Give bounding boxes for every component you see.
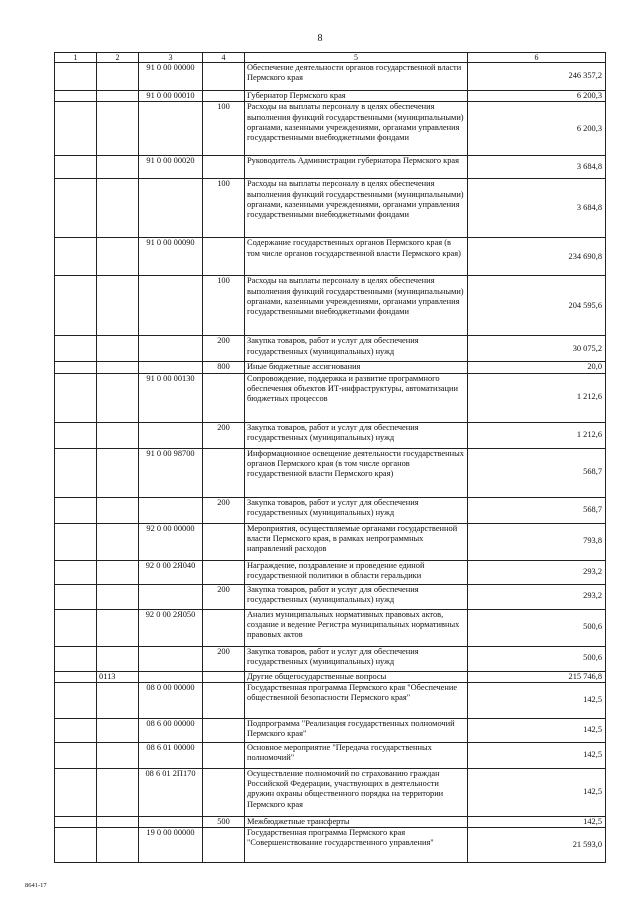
expense-type-cell: 800	[203, 362, 245, 373]
section-cell	[55, 336, 97, 362]
target-article-cell: 92 0 00 2Я040	[139, 560, 203, 584]
footer-code: 8641-17	[25, 882, 47, 889]
expense-type-cell	[203, 448, 245, 497]
amount-cell: 246 357,2	[468, 63, 606, 91]
amount-cell: 293,2	[468, 584, 606, 609]
target-article-cell: 91 0 00 00020	[139, 156, 203, 179]
section-cell	[55, 63, 97, 91]
subsection-cell	[97, 336, 139, 362]
table-row	[55, 584, 606, 609]
subsection-cell	[97, 362, 139, 373]
expense-type-cell: 200	[203, 336, 245, 362]
section-cell	[55, 816, 97, 827]
description-cell: Государственная программа Пермского края "Совершенствование государственного управления"	[245, 828, 468, 863]
subsection-cell	[97, 156, 139, 179]
description-cell: Обеспечение деятельности органов государственной власти Пермского края	[245, 63, 468, 91]
table-row	[55, 179, 606, 238]
expense-type-cell: 100	[203, 276, 245, 336]
section-cell	[55, 768, 97, 816]
table-row	[55, 816, 606, 827]
expense-type-cell: 100	[203, 102, 245, 156]
expense-type-cell: 200	[203, 584, 245, 609]
section-cell	[55, 682, 97, 718]
section-cell	[55, 584, 97, 609]
header-col-1: 1	[55, 53, 97, 63]
amount-cell: 500,6	[468, 646, 606, 671]
amount-cell: 6 200,3	[468, 91, 606, 102]
target-article-cell: 91 0 00 98700	[139, 448, 203, 497]
description-cell: Закупка товаров, работ и услуг для обеспечения государственных (муниципальных) нужд	[245, 584, 468, 609]
target-article-cell	[139, 336, 203, 362]
description-cell: Основное мероприятие "Передача государственных полномочий"	[245, 742, 468, 768]
amount-cell: 1 212,6	[468, 422, 606, 448]
description-cell: Награждение, поздравление и проведение единой государственной политики в области геральдики	[245, 560, 468, 584]
section-cell	[55, 373, 97, 422]
amount-cell: 142,5	[468, 816, 606, 827]
section-cell	[55, 646, 97, 671]
amount-cell: 142,5	[468, 718, 606, 742]
expense-type-cell	[203, 682, 245, 718]
amount-cell: 568,7	[468, 448, 606, 497]
description-cell: Закупка товаров, работ и услуг для обеспечения государственных (муниципальных) нужд	[245, 336, 468, 362]
subsection-cell	[97, 63, 139, 91]
section-cell	[55, 828, 97, 863]
description-cell: Расходы на выплаты персоналу в целях обеспечения выполнения функций государственными (муниципальными) органами, казенными учреждениями, органами управления государственными внебюджетными фондами	[245, 179, 468, 238]
target-article-cell: 91 0 00 00010	[139, 91, 203, 102]
description-cell: Подпрограмма "Реализация государственных полномочий Пермского края"	[245, 718, 468, 742]
table-row	[55, 362, 606, 373]
amount-cell: 204 595,6	[468, 276, 606, 336]
expense-type-cell: 500	[203, 816, 245, 827]
table-row	[55, 102, 606, 156]
target-article-cell: 91 0 00 00090	[139, 238, 203, 276]
section-cell	[55, 742, 97, 768]
target-article-cell	[139, 671, 203, 682]
target-article-cell: 08 6 01 00000	[139, 742, 203, 768]
expense-type-cell	[203, 238, 245, 276]
header-col-4: 4	[203, 53, 245, 63]
section-cell	[55, 560, 97, 584]
description-cell: Руководитель Администрации губернатора Пермского края	[245, 156, 468, 179]
expense-type-cell	[203, 609, 245, 646]
subsection-cell	[97, 497, 139, 523]
description-cell: Содержание государственных органов Пермского края (в том числе органов государственной власти Пермского края)	[245, 238, 468, 276]
subsection-cell	[97, 276, 139, 336]
section-cell	[55, 448, 97, 497]
expense-type-cell: 200	[203, 422, 245, 448]
expense-type-cell	[203, 63, 245, 91]
section-cell	[55, 497, 97, 523]
target-article-cell: 91 0 00 00130	[139, 373, 203, 422]
expense-type-cell: 200	[203, 646, 245, 671]
expense-type-cell: 100	[203, 179, 245, 238]
subsection-cell	[97, 584, 139, 609]
expense-type-cell	[203, 671, 245, 682]
expense-type-cell	[203, 768, 245, 816]
description-cell: Осуществление полномочий по страхованию граждан Российской Федерации, участвующих в деятельности дружин охраны общественного порядка на территории Пермского края	[245, 768, 468, 816]
expense-type-cell	[203, 718, 245, 742]
amount-cell: 793,8	[468, 523, 606, 560]
subsection-cell	[97, 238, 139, 276]
description-cell: Анализ муниципальных нормативных правовых актов, создание и ведение Регистра муниципальных нормативных правовых актов	[245, 609, 468, 646]
description-cell: Другие общегосударственные вопросы	[245, 671, 468, 682]
table-row	[55, 276, 606, 336]
expense-type-cell: 200	[203, 497, 245, 523]
subsection-cell	[97, 816, 139, 827]
target-article-cell	[139, 362, 203, 373]
expense-type-cell	[203, 560, 245, 584]
table-row	[55, 682, 606, 718]
amount-cell: 3 684,8	[468, 179, 606, 238]
amount-cell: 21 593,0	[468, 828, 606, 863]
description-cell: Закупка товаров, работ и услуг для обеспечения государственных (муниципальных) нужд	[245, 646, 468, 671]
target-article-cell	[139, 646, 203, 671]
description-cell: Государственная программа Пермского края "Обеспечение общественной безопасности Пермского края"	[245, 682, 468, 718]
target-article-cell: 19 0 00 00000	[139, 828, 203, 863]
table-row	[55, 742, 606, 768]
amount-cell: 20,0	[468, 362, 606, 373]
description-cell: Расходы на выплаты персоналу в целях обеспечения выполнения функций государственными (муниципальными) органами, казенными учреждениями, органами управления государственными внебюджетными фондами	[245, 276, 468, 336]
section-cell	[55, 156, 97, 179]
table-row	[55, 523, 606, 560]
amount-cell: 293,2	[468, 560, 606, 584]
target-article-cell	[139, 102, 203, 156]
header-col-5: 5	[245, 53, 468, 63]
section-cell	[55, 179, 97, 238]
table-row	[55, 768, 606, 816]
table-row	[55, 156, 606, 179]
table-row	[55, 497, 606, 523]
target-article-cell: 91 0 00 00000	[139, 63, 203, 91]
table-header-row	[55, 53, 606, 63]
section-cell	[55, 718, 97, 742]
amount-cell: 234 690,8	[468, 238, 606, 276]
expense-type-cell	[203, 742, 245, 768]
amount-cell: 142,5	[468, 682, 606, 718]
target-article-cell	[139, 179, 203, 238]
subsection-cell	[97, 768, 139, 816]
section-cell	[55, 276, 97, 336]
budget-table	[54, 52, 606, 863]
subsection-cell	[97, 609, 139, 646]
subsection-cell	[97, 448, 139, 497]
table-row	[55, 422, 606, 448]
description-cell: Информационное освещение деятельности государственных органов Пермского края (в том числе органов государственной власти Пермского края)	[245, 448, 468, 497]
target-article-cell	[139, 816, 203, 827]
subsection-cell	[97, 373, 139, 422]
table-row	[55, 671, 606, 682]
amount-cell: 142,5	[468, 768, 606, 816]
subsection-cell	[97, 646, 139, 671]
subsection-cell	[97, 742, 139, 768]
description-cell: Мероприятия, осуществляемые органами государственной власти Пермского края, в рамках непрограммных направлений расходов	[245, 523, 468, 560]
expense-type-cell	[203, 156, 245, 179]
expense-type-cell	[203, 91, 245, 102]
target-article-cell	[139, 497, 203, 523]
subsection-cell	[97, 102, 139, 156]
table-row	[55, 646, 606, 671]
section-cell	[55, 102, 97, 156]
section-cell	[55, 362, 97, 373]
table-row	[55, 560, 606, 584]
target-article-cell	[139, 276, 203, 336]
description-cell: Закупка товаров, работ и услуг для обеспечения государственных (муниципальных) нужд	[245, 497, 468, 523]
section-cell	[55, 609, 97, 646]
table-row	[55, 609, 606, 646]
table-row	[55, 63, 606, 91]
amount-cell: 568,7	[468, 497, 606, 523]
subsection-cell	[97, 179, 139, 238]
amount-cell: 500,6	[468, 609, 606, 646]
amount-cell: 142,5	[468, 742, 606, 768]
expense-type-cell	[203, 523, 245, 560]
subsection-cell	[97, 91, 139, 102]
description-cell: Закупка товаров, работ и услуг для обеспечения государственных (муниципальных) нужд	[245, 422, 468, 448]
amount-cell: 30 075,2	[468, 336, 606, 362]
amount-cell: 215 746,8	[468, 671, 606, 682]
section-cell	[55, 238, 97, 276]
table-row	[55, 91, 606, 102]
subsection-cell: 0113	[97, 671, 139, 682]
subsection-cell	[97, 828, 139, 863]
amount-cell: 3 684,8	[468, 156, 606, 179]
description-cell: Губернатор Пермского края	[245, 91, 468, 102]
description-cell: Иные бюджетные ассигнования	[245, 362, 468, 373]
target-article-cell: 08 6 00 00000	[139, 718, 203, 742]
target-article-cell: 92 0 00 2Я050	[139, 609, 203, 646]
section-cell	[55, 671, 97, 682]
subsection-cell	[97, 422, 139, 448]
description-cell: Межбюджетные трансферты	[245, 816, 468, 827]
target-article-cell: 08 0 00 00000	[139, 682, 203, 718]
subsection-cell	[97, 682, 139, 718]
subsection-cell	[97, 560, 139, 584]
expense-type-cell	[203, 828, 245, 863]
header-col-6: 6	[468, 53, 606, 63]
subsection-cell	[97, 718, 139, 742]
section-cell	[55, 91, 97, 102]
target-article-cell	[139, 422, 203, 448]
expense-type-cell	[203, 373, 245, 422]
section-cell	[55, 523, 97, 560]
table-row	[55, 828, 606, 863]
page-number: 8	[317, 33, 323, 44]
description-cell: Сопровождение, поддержка и развитие программного обеспечения объектов ИТ-инфраструктуры, автоматизации бюджетных процессов	[245, 373, 468, 422]
target-article-cell	[139, 584, 203, 609]
amount-cell: 1 212,6	[468, 373, 606, 422]
target-article-cell: 92 0 00 00000	[139, 523, 203, 560]
table-row	[55, 448, 606, 497]
description-cell: Расходы на выплаты персоналу в целях обеспечения выполнения функций государственными (муниципальными) органами, казенными учреждениями, органами управления государственными внебюджетными фондами	[245, 102, 468, 156]
amount-cell: 6 200,3	[468, 102, 606, 156]
table-row	[55, 718, 606, 742]
header-col-2: 2	[97, 53, 139, 63]
header-col-3: 3	[139, 53, 203, 63]
section-cell	[55, 422, 97, 448]
table-row	[55, 336, 606, 362]
table-row	[55, 238, 606, 276]
table-row	[55, 373, 606, 422]
subsection-cell	[97, 523, 139, 560]
target-article-cell: 08 6 01 2П170	[139, 768, 203, 816]
